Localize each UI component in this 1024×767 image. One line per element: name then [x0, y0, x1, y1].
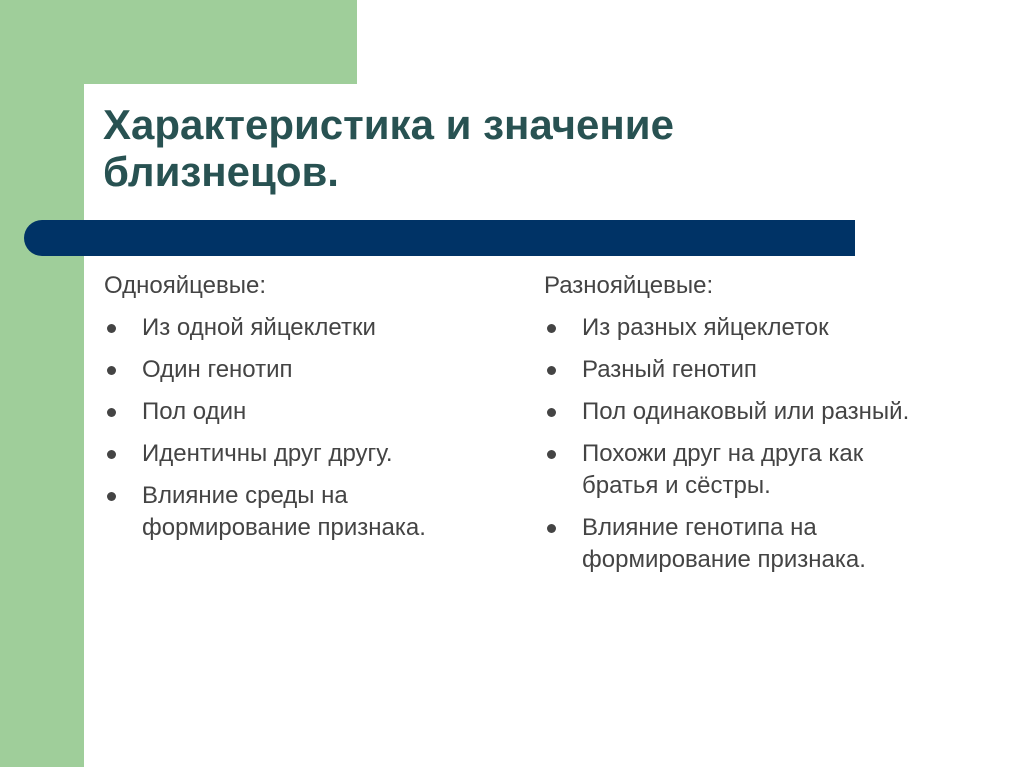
list-item [104, 354, 514, 386]
left-column-list [104, 312, 514, 544]
bullet-icon [107, 408, 116, 417]
right-column-heading: Разнояйцевые: [544, 272, 714, 299]
list-item [104, 480, 514, 544]
list-item-text: Влияние генотипа на формирование признака. [582, 514, 866, 573]
bullet-icon [547, 450, 556, 459]
slide-title-line-1: Характеристика и значение [103, 101, 674, 148]
list-item-text: Из одной яйцеклетки [142, 314, 376, 341]
decorative-green-band-vertical [0, 0, 84, 767]
bullet-icon [107, 324, 116, 333]
right-column-list [544, 312, 944, 576]
bullet-icon [547, 324, 556, 333]
bullet-icon [107, 366, 116, 375]
list-item [544, 396, 944, 428]
list-item [544, 512, 944, 576]
list-item-text: Разный генотип [582, 356, 757, 383]
list-item-text: Пол одинаковый или разный. [582, 398, 910, 425]
list-item [104, 438, 514, 470]
list-item-text: Идентичны друг другу. [142, 440, 393, 467]
decorative-green-band-top [0, 0, 357, 84]
bullet-icon [107, 450, 116, 459]
left-column-monozygotic [104, 270, 514, 554]
bullet-icon [547, 408, 556, 417]
list-item-text: Похожи друг на друга как братья и сёстры. [582, 440, 864, 499]
slide-title-line-2: близнецов. [103, 148, 339, 195]
bullet-icon [547, 524, 556, 533]
list-item-text: Из разных яйцеклеток [582, 314, 829, 341]
slide-title [103, 101, 903, 195]
bullet-icon [107, 492, 116, 501]
right-column-dizygotic [544, 270, 944, 586]
list-item [544, 312, 944, 344]
list-item-text: Влияние среды на формирование признака. [142, 482, 426, 541]
list-item-text: Пол один [142, 398, 247, 425]
title-underline-bar [24, 220, 855, 256]
left-column-heading: Однояйцевые: [104, 272, 266, 299]
bullet-icon [547, 366, 556, 375]
list-item [104, 396, 514, 428]
list-item [544, 354, 944, 386]
list-item [544, 438, 944, 502]
list-item [104, 312, 514, 344]
list-item-text: Один генотип [142, 356, 293, 383]
